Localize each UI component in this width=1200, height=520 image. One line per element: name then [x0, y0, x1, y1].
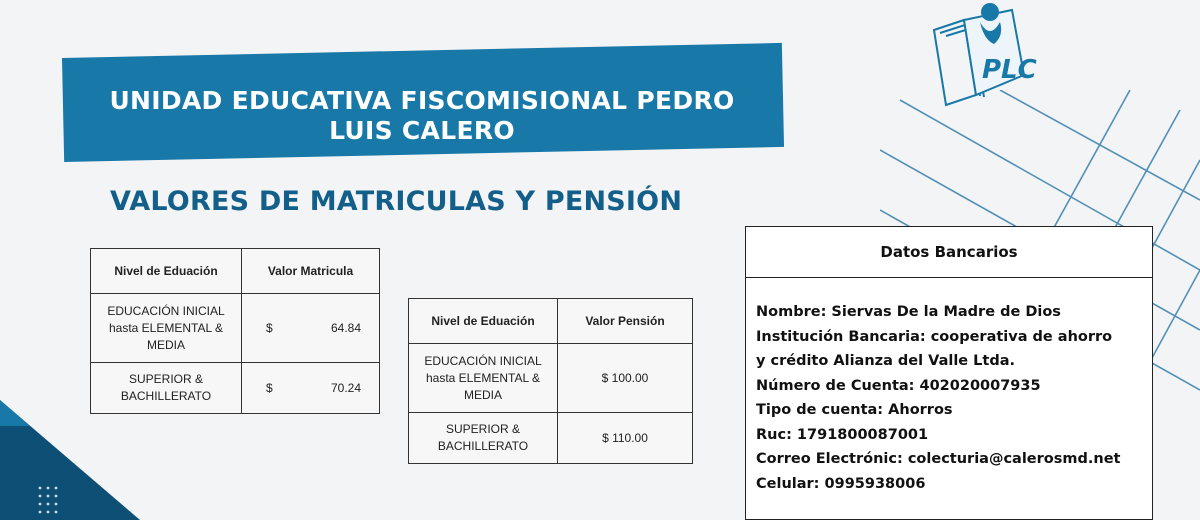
table-row — [409, 344, 693, 413]
table-header-row — [409, 299, 693, 344]
level-cell: EDUCACIÓN INICIAL hasta ELEMENTAL & MEDIA — [91, 294, 242, 363]
amount-cell — [242, 363, 380, 414]
page-subtitle: VALORES DE MATRICULAS Y PENSIÓN — [110, 186, 683, 217]
column-header: Nivel de Eduación — [409, 299, 558, 344]
bank-ruc-line: Ruc: 1791800087001 — [756, 426, 929, 443]
bank-details-list — [746, 278, 1152, 496]
bank-institution-line: Institución Bancaria: cooperativa de ahorro — [756, 328, 1113, 345]
matricula-table — [90, 248, 380, 414]
table-header-row — [91, 249, 380, 294]
bank-account-number-line: Número de Cuenta: 402020007935 — [756, 377, 1041, 394]
bank-account-type-line: Tipo de cuenta: Ahorros — [756, 402, 953, 418]
logo-text: PLC — [982, 55, 1037, 85]
level-cell: SUPERIOR & BACHILLERATO — [91, 363, 242, 414]
school-logo-icon — [924, 0, 1044, 110]
column-header: Nivel de Eduación — [91, 249, 242, 294]
amount-value: 70.24 — [330, 380, 361, 395]
currency-symbol: $ — [266, 320, 273, 335]
column-header: Valor Pensión — [558, 299, 693, 344]
bank-institution-line-cont: y crédito Alianza del Valle Ltda. — [756, 353, 1016, 369]
bank-details-title: Datos Bancarios — [746, 227, 1152, 278]
column-header: Valor Matricula — [242, 249, 380, 294]
bank-name-line: Nombre: Siervas De la Madre de Dios — [756, 304, 1061, 320]
pension-table — [408, 298, 693, 464]
value-cell: $ 100.00 — [558, 344, 693, 413]
table-row — [409, 413, 693, 464]
page-title — [62, 68, 782, 164]
bank-details-box — [745, 226, 1153, 520]
currency-symbol: $ — [266, 380, 273, 395]
level-cell: SUPERIOR & BACHILLERATO — [409, 413, 558, 464]
amount-cell — [242, 294, 380, 363]
amount-value: 64.84 — [330, 320, 361, 335]
title-line-1: UNIDAD EDUCATIVA FISCOMISIONAL PEDRO — [109, 86, 735, 115]
bank-phone-line: Celular: 0995938006 — [756, 475, 926, 492]
level-cell: EDUCACIÓN INICIAL hasta ELEMENTAL & MEDIA — [409, 344, 558, 413]
bank-email-line: Correo Electrónic: colecturia@calerosmd.net — [756, 451, 1121, 467]
table-row — [91, 294, 380, 363]
title-line-2: LUIS CALERO — [329, 116, 515, 145]
table-row — [91, 363, 380, 414]
value-cell: $ 110.00 — [558, 413, 693, 464]
